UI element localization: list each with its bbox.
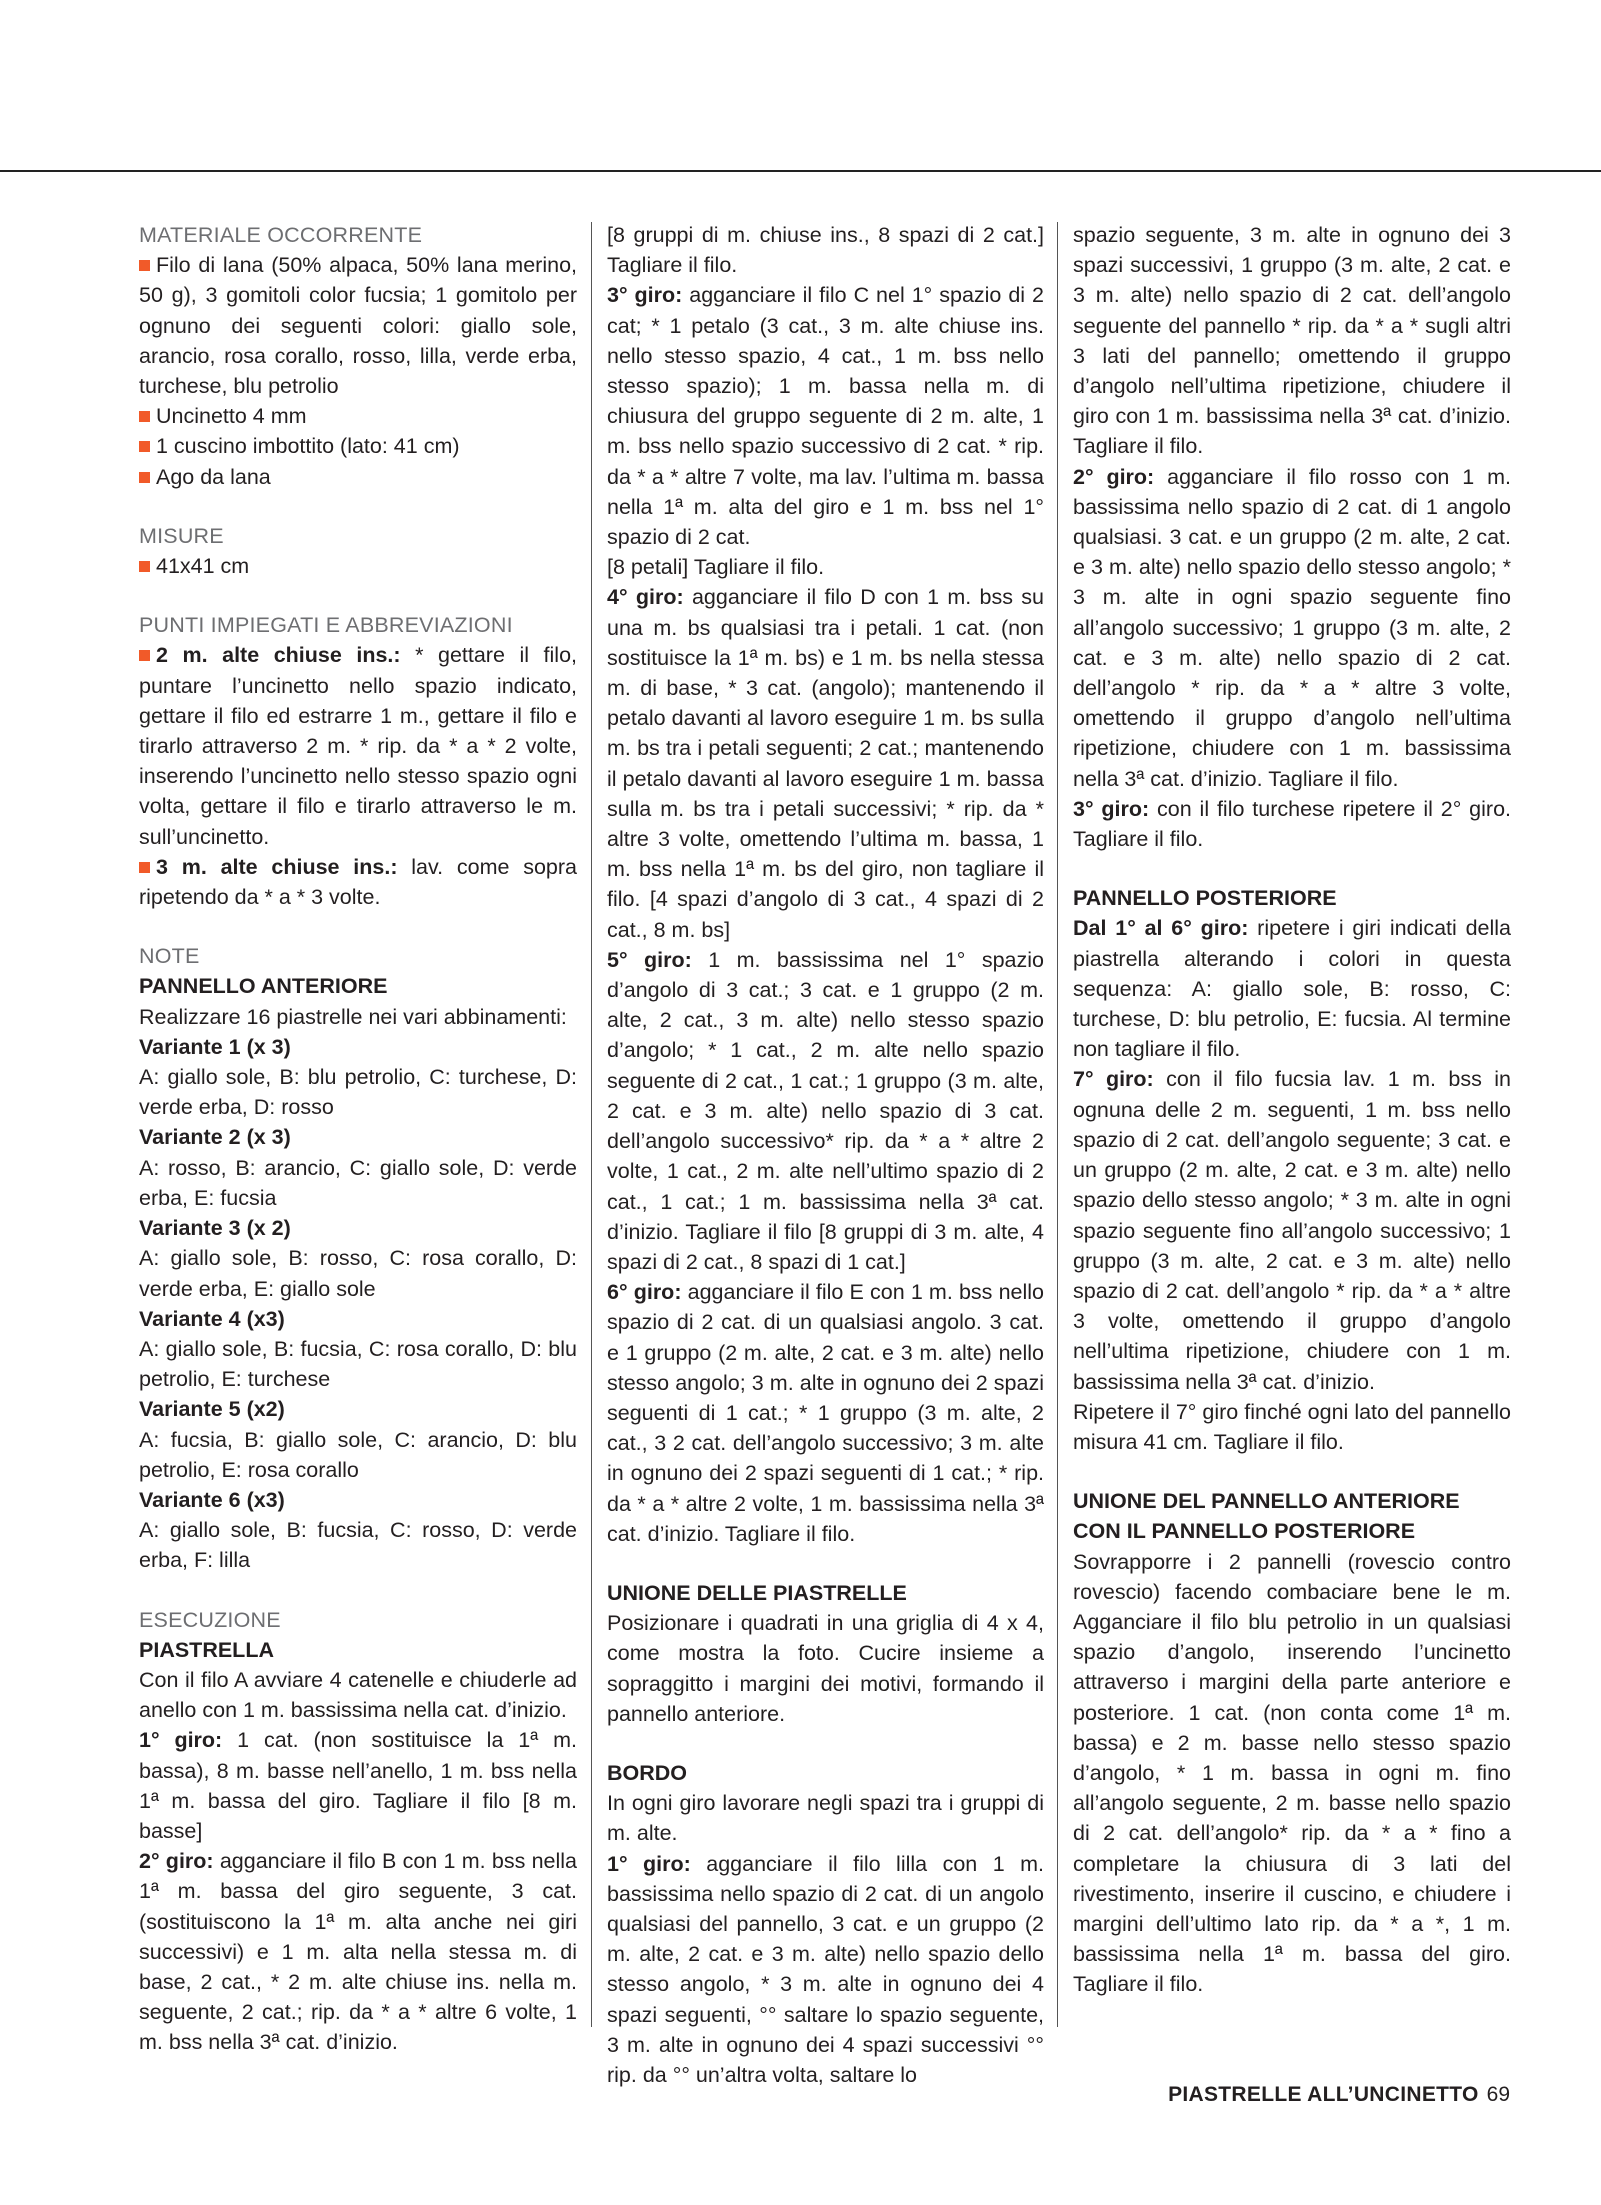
list-item: Ago da lana (139, 462, 577, 492)
variant-label: Variante 4 (x3) (139, 1306, 285, 1331)
paragraph: Sovrapporre i 2 pannelli (rovescio contro rovescio) facendo combaciare bene le m. Agganciare il filo blu petrolio in un qualsiasi spazio d’angolo, inserendo l’uncinetto attraverso i margini della parte anteriore e posteriore. 1 cat. (non conta come 1ª m. bassa) e 2 m. basse nello stesso spazio d’angolo, * 1 m. bassa in ogni m. fino all’angolo seguente, 2 m. basse nello spazio di 2 cat. dell’angolo* rip. da * a * fino a completare la chiusura di 3 lati del rivestimento, inserire il cuscino, e chiudere i margini dell’ultimo lato rip. da * a *, 1 m. bassissima nella 1ª m. bassa del giro. Tagliare il filo. (1073, 1549, 1511, 1997)
column-divider (1057, 222, 1058, 2027)
paragraph: 5° giro: 1 m. bassissima nel 1° spazio d’angolo di 3 cat.; 3 cat. e 1 gruppo (2 m. alte, 2 cat., 3 m. alte) nello stesso spazio d’angolo; * 1 cat., 2 m. alte nello spazio seguente di 2 cat., 1 cat.; 1 gruppo (3 m. alte, 2 cat. e 3 m. alte) nello spazio di 3 cat. dell’angolo successivo* rip. da * a * altre 2 volte, 1 cat., 2 m. alte nell’ultimo spazio di 2 cat., 1 cat.; 1 m. bassissima nella 3ª cat. d’inizio. Tagliare il filo [8 gruppi di 3 m. alte, 4 spazi di 2 cat., 8 spazi di 1 cat.] (607, 947, 1044, 1274)
column-divider (591, 222, 592, 2027)
paragraph: 1° giro: 1 cat. (non sostituisce la 1ª m. bassa), 8 m. basse nell’anello, 1 m. bss nella 1ª m. bassa del giro. Tagliare il filo [8 m. basse] (139, 1728, 577, 1843)
subheading-pannello-anteriore: PANNELLO ANTERIORE (139, 974, 388, 999)
running-title: PIASTRELLE ALL’UNCINETTO (1168, 2083, 1479, 2106)
subheading-bordo: BORDO (607, 1760, 688, 1785)
stitch-definition: 3 m. alte chiuse ins.: lav. come sopra ripetendo da * a * 3 volte. (139, 854, 578, 910)
bullet-square-icon (139, 260, 150, 271)
paragraph: 2° giro: agganciare il filo B con 1 m. bss nella 1ª m. bassa del giro seguente, 3 cat. (sostituiscono la 1ª m. alta anche nei giri successivi) e 1 m. alta nella stessa m. di base, 2 cat., * 2 m. alte chiuse ins. nella m. seguente, 2 cat.; rip. da * a * altre 6 volte, 1 m. bss nella 3ª cat. d’inizio. (139, 1849, 577, 2055)
paragraph: [8 gruppi di m. chiuse ins., 8 spazi di 2 cat.] Tagliare il filo. (607, 223, 1044, 278)
paragraph: 1° giro: agganciare il filo lilla con 1 m. bassissima nello spazio di 2 cat. di un angolo qualsiasi del pannello, 3 cat. e un gruppo (2 m. alte, 2 cat. e 3 m. alte) nello spazio dello stesso angolo, * 3 m. alte in ognuno dei 4 spazi seguenti, °° saltare lo spazio seguente, 3 m. alte in ognuno dei 4 spazi successivi °° rip. da °° un’altra volta, saltare lo (607, 1851, 1044, 2087)
section-heading-misure: MISURE (139, 523, 224, 548)
bullet-square-icon (139, 472, 150, 483)
variant-text: A: giallo sole, B: fucsia, C: rosa corallo, D: blu petrolio, E: turchese (139, 1336, 577, 1392)
list-item: 1 cuscino imbottito (lato: 41 cm) (139, 431, 577, 461)
paragraph: 3° giro: con il filo turchese ripetere il 2° giro. Tagliare il filo. (1073, 796, 1511, 852)
paragraph: 3° giro: agganciare il filo C nel 1° spazio di 2 cat; * 1 petalo (3 cat., 3 m. alte chiuse ins. nello stesso spazio, 4 cat., 1 m. bss nello stesso spazio); 1 m. bassa nella m. di chiusura del gruppo seguente di 2 m. alte, 1 m. bss nello spazio successivo di 2 cat. * rip. da * a * altre 7 volte, ma lav. l’ultima m. bassa nella 1ª m. alta del giro e 1 m. bss nel 1° spazio di 2 cat. (607, 283, 1044, 550)
variant-text: A: fucsia, B: giallo sole, C: arancio, D: blu petrolio, E: rosa corallo (139, 1427, 577, 1482)
list-item: Uncinetto 4 mm (139, 401, 577, 431)
paragraph: 7° giro: con il filo fucsia lav. 1 m. bss in ognuna delle 2 m. seguenti, 1 m. bss nello spazio di 2 cat. dell’angolo seguente; 3 cat. e un gruppo (2 m. alte, 2 cat. e 3 m. alte) nello spazio dello stesso angolo; * 3 m. alte in ogni spazio seguente fino all’angolo successivo; 1 gruppo (3 m. alte, 2 cat. e 3 m. alte) nello spazio di 2 cat. dell’angolo * rip. da * a * altre 3 volte, omettendo il gruppo d’angolo nell’ultima ripetizione, chiudere con 1 m. bassissima nella 3ª cat. d’inizio. (1073, 1067, 1511, 1394)
variant-label: Variante 2 (x 3) (139, 1125, 291, 1150)
variant-label: Variante 1 (x 3) (139, 1034, 291, 1059)
column-2 (607, 220, 1044, 2090)
paragraph: In ogni giro lavorare negli spazi tra i gruppi di m. alte. (607, 1791, 1044, 1846)
paragraph: Posizionare i quadrati in una griglia di 4 x 4, come mostra la foto. Cucire insieme a sopraggitto i margini dei motivi, formando il pannello anteriore. (607, 1611, 1044, 1726)
variant-label: Variante 3 (x 2) (139, 1216, 291, 1241)
variant-text: A: rosso, B: arancio, C: giallo sole, D: verde erba, E: fucsia (139, 1155, 577, 1210)
variant-text: A: giallo sole, B: blu petrolio, C: turchese, D: verde erba, D: rosso (139, 1065, 577, 1120)
subheading-unione-pannelli: UNIONE DEL PANNELLO ANTERIORE (1073, 1489, 1460, 1514)
paragraph: 4° giro: agganciare il filo D con 1 m. bss su una m. bs qualsiasi tra i petali. 1 cat. (non sostituisce la 1ª m. bs) e 1 m. bs nella stessa m. di base, * 3 cat. (angolo); mantenendo il petalo davanti al lavoro eseguire 1 m. bs sulla m. bs tra i petali seguenti; 2 cat.; mantenendo il petalo davanti al lavoro eseguire 1 m. bassa sulla m. bs tra i petali successivi; * rip. da * altre 3 volte, omettendo l’ultima m. bassa, 1 m. bss nella 1ª m. bs del giro, non tagliare il filo. [4 spazi d’angolo di 3 cat., 4 spazi di 2 cat., 8 m. bs] (607, 585, 1045, 942)
variant-label: Variante 5 (x2) (139, 1397, 285, 1422)
bullet-square-icon (139, 411, 150, 422)
note-intro: Realizzare 16 piastrelle nei vari abbinamenti: (139, 1004, 567, 1029)
column-3 (1073, 220, 1511, 2000)
subheading-pannello-posteriore: PANNELLO POSTERIORE (1073, 886, 1337, 911)
bullet-square-icon (139, 441, 150, 452)
section-heading-materiale: MATERIALE OCCORRENTE (139, 223, 423, 247)
variant-text: A: giallo sole, B: rosso, C: rosa corallo, D: verde erba, E: giallo sole (139, 1246, 577, 1301)
subheading-unione-piastrelle: UNIONE DELLE PIASTRELLE (607, 1580, 907, 1605)
section-heading-esecuzione: ESECUZIONE (139, 1607, 281, 1632)
column-1 (139, 220, 577, 2058)
paragraph: Dal 1° al 6° giro: ripetere i giri indicati della piastrella alterando i colori in questa sequenza: A: giallo sole, B: rosso, C: turchese, D: blu petrolio, E: fucsia. Al termine non tagliare il filo. (1073, 916, 1511, 1062)
section-heading-note: NOTE (139, 944, 200, 969)
bullet-square-icon (139, 862, 150, 873)
list-item: 41x41 cm (139, 551, 577, 581)
bullet-square-icon (139, 650, 150, 661)
bullet-square-icon (139, 561, 150, 572)
variant-text: A: giallo sole, B: fucsia, C: rosso, D: verde erba, F: lilla (139, 1518, 577, 1573)
paragraph: Con il filo A avviare 4 catenelle e chiuderle ad anello con 1 m. bassissima nella cat. d’inizio. (139, 1667, 577, 1723)
paragraph: spazio seguente, 3 m. alte in ognuno dei 3 spazi successivi, 1 gruppo (3 m. alte, 2 cat. e 3 m. alte) nello spazio di 2 cat. dell’angolo seguente del pannello * rip. da * a * sugli altri 3 lati del pannello; omettendo il gruppo d’angolo nell’ultima ripetizione, chiudere il giro con 1 m. bassissima nella 3ª cat. d’inizio. Tagliare il filo. (1073, 223, 1511, 459)
page-footer (1070, 2083, 1510, 2107)
paragraph: [8 petali] Tagliare il filo. (607, 555, 825, 580)
page-number: 69 (1486, 2083, 1510, 2106)
top-rule (0, 170, 1601, 172)
paragraph: 2° giro: agganciare il filo rosso con 1 m. bassissima nello spazio di 2 cat. di 1 angolo qualsiasi. 3 cat. e un gruppo (2 m. alte, 2 cat. e 3 m. alte) nello spazio dello stesso angolo; * 3 m. alte in ogni spazio seguente fino all’angolo successivo; 1 gruppo (3 m. alte, 2 cat. e 3 m. alte) nello spazio di 2 cat. dell’angolo * rip. da * a * altre 3 volte, omettendo il gruppo d’angolo nell’ultima ripetizione, chiudere con 1 m. bassissima nella 3ª cat. d’inizio. Tagliare il filo. (1073, 464, 1511, 791)
section-heading-punti: PUNTI IMPIEGATI E ABBREVIAZIONI (139, 613, 513, 638)
paragraph: Ripetere il 7° giro finché ogni lato del pannello misura 41 cm. Tagliare il filo. (1073, 1399, 1511, 1454)
subheading-piastrella: PIASTRELLA (139, 1637, 274, 1662)
subheading-unione-pannelli-2: CON IL PANNELLO POSTERIORE (1073, 1519, 1416, 1544)
paragraph: 6° giro: agganciare il filo E con 1 m. bss nello spazio di 2 cat. di un qualsiasi angolo. 3 cat. e 1 gruppo (2 m. alte, 2 cat. e 3 m. alte) nello stesso angolo; 3 m. alte in ognuno dei 2 spazi seguenti di 1 cat.; * 1 gruppo (3 m. alte, 2 cat., 3 2 cat. dell’angolo successivo; 3 m. alte in ognuno dei 2 spazi seguenti di 1 cat.; * rip. da * a * altre 2 volte, 1 m. bassissima nella 3ª cat. d’inizio. Tagliare il filo. (607, 1280, 1044, 1546)
list-item: Filo di lana (50% alpaca, 50% lana merino, 50 g), 3 gomitoli color fucsia; 1 gomitolo per ognuno dei seguenti colori: giallo sole, arancio, rosa corallo, rosso, lilla, verde erba, turchese, blu petrolio (139, 253, 577, 399)
variant-label: Variante 6 (x3) (139, 1487, 285, 1512)
stitch-definition: 2 m. alte chiuse ins.: * gettare il filo, puntare l’uncinetto nello spazio indicato, gettare il filo ed estrarre 1 m., gettare il filo e tirarlo attraverso 2 m. * rip. da * a * 2 volte, inserendo l’uncinetto nello stesso spazio ogni volta, gettare il filo e tirarlo attraverso le m. sull’uncinetto. (139, 643, 577, 849)
